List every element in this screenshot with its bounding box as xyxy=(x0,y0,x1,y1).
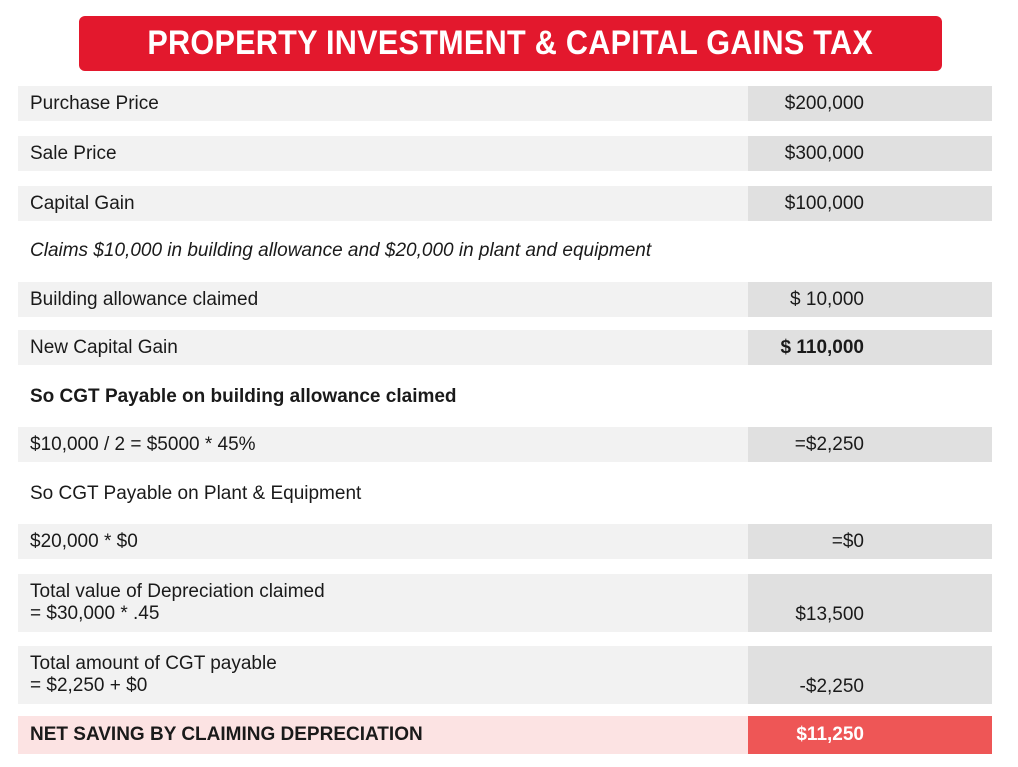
row-label-line1: Total amount of CGT payable xyxy=(30,653,277,674)
row-label-line2: = $30,000 * .45 xyxy=(30,603,160,624)
table-row-total-cgt xyxy=(18,646,992,704)
net-saving-value: $11,250 xyxy=(748,716,992,754)
row-value: $13,500 xyxy=(748,574,992,632)
section-subheading: So CGT Payable on Plant & Equipment xyxy=(30,482,362,504)
row-label-line2: = $2,250 + $0 xyxy=(30,675,148,696)
table-row-capital-gain xyxy=(18,186,992,221)
row-value: =$2,250 xyxy=(748,427,992,462)
row-label: New Capital Gain xyxy=(18,330,748,365)
row-label xyxy=(18,574,748,632)
section-heading: So CGT Payable on building allowance claimed xyxy=(30,385,457,407)
row-value: =$0 xyxy=(748,524,992,559)
claims-note-row xyxy=(18,233,992,268)
row-value: $ 10,000 xyxy=(748,282,992,317)
row-label: $10,000 / 2 = $5000 * 45% xyxy=(18,427,748,462)
row-label xyxy=(18,646,748,704)
row-value: $100,000 xyxy=(748,186,992,221)
row-value: $ 110,000 xyxy=(748,330,992,365)
table-row-new-capital-gain xyxy=(18,330,992,365)
section-subheading-row xyxy=(18,476,992,511)
page-title: PROPERTY INVESTMENT & CAPITAL GAINS TAX xyxy=(147,24,874,62)
table-row-building-allowance xyxy=(18,282,992,317)
row-value: $200,000 xyxy=(748,86,992,121)
row-label: Capital Gain xyxy=(18,186,748,221)
row-label: $20,000 * $0 xyxy=(18,524,748,559)
table-row-purchase-price xyxy=(18,86,992,121)
row-label: Purchase Price xyxy=(18,86,748,121)
table-row-sale-price xyxy=(18,136,992,171)
row-label: Sale Price xyxy=(18,136,748,171)
table-row-cgt-plant xyxy=(18,524,992,559)
table-row-cgt-building xyxy=(18,427,992,462)
row-label: Building allowance claimed xyxy=(18,282,748,317)
row-value: $300,000 xyxy=(748,136,992,171)
table-row-total-depreciation xyxy=(18,574,992,632)
title-banner xyxy=(79,16,942,71)
row-label-line1: Total value of Depreciation claimed xyxy=(30,581,325,602)
claims-note: Claims $10,000 in building allowance and $20,000 in plant and equipment xyxy=(30,239,652,261)
net-saving-label: NET SAVING BY CLAIMING DEPRECIATION xyxy=(18,716,748,754)
section-heading-row xyxy=(18,379,992,414)
net-saving-row xyxy=(18,716,992,754)
row-value: -$2,250 xyxy=(748,646,992,704)
